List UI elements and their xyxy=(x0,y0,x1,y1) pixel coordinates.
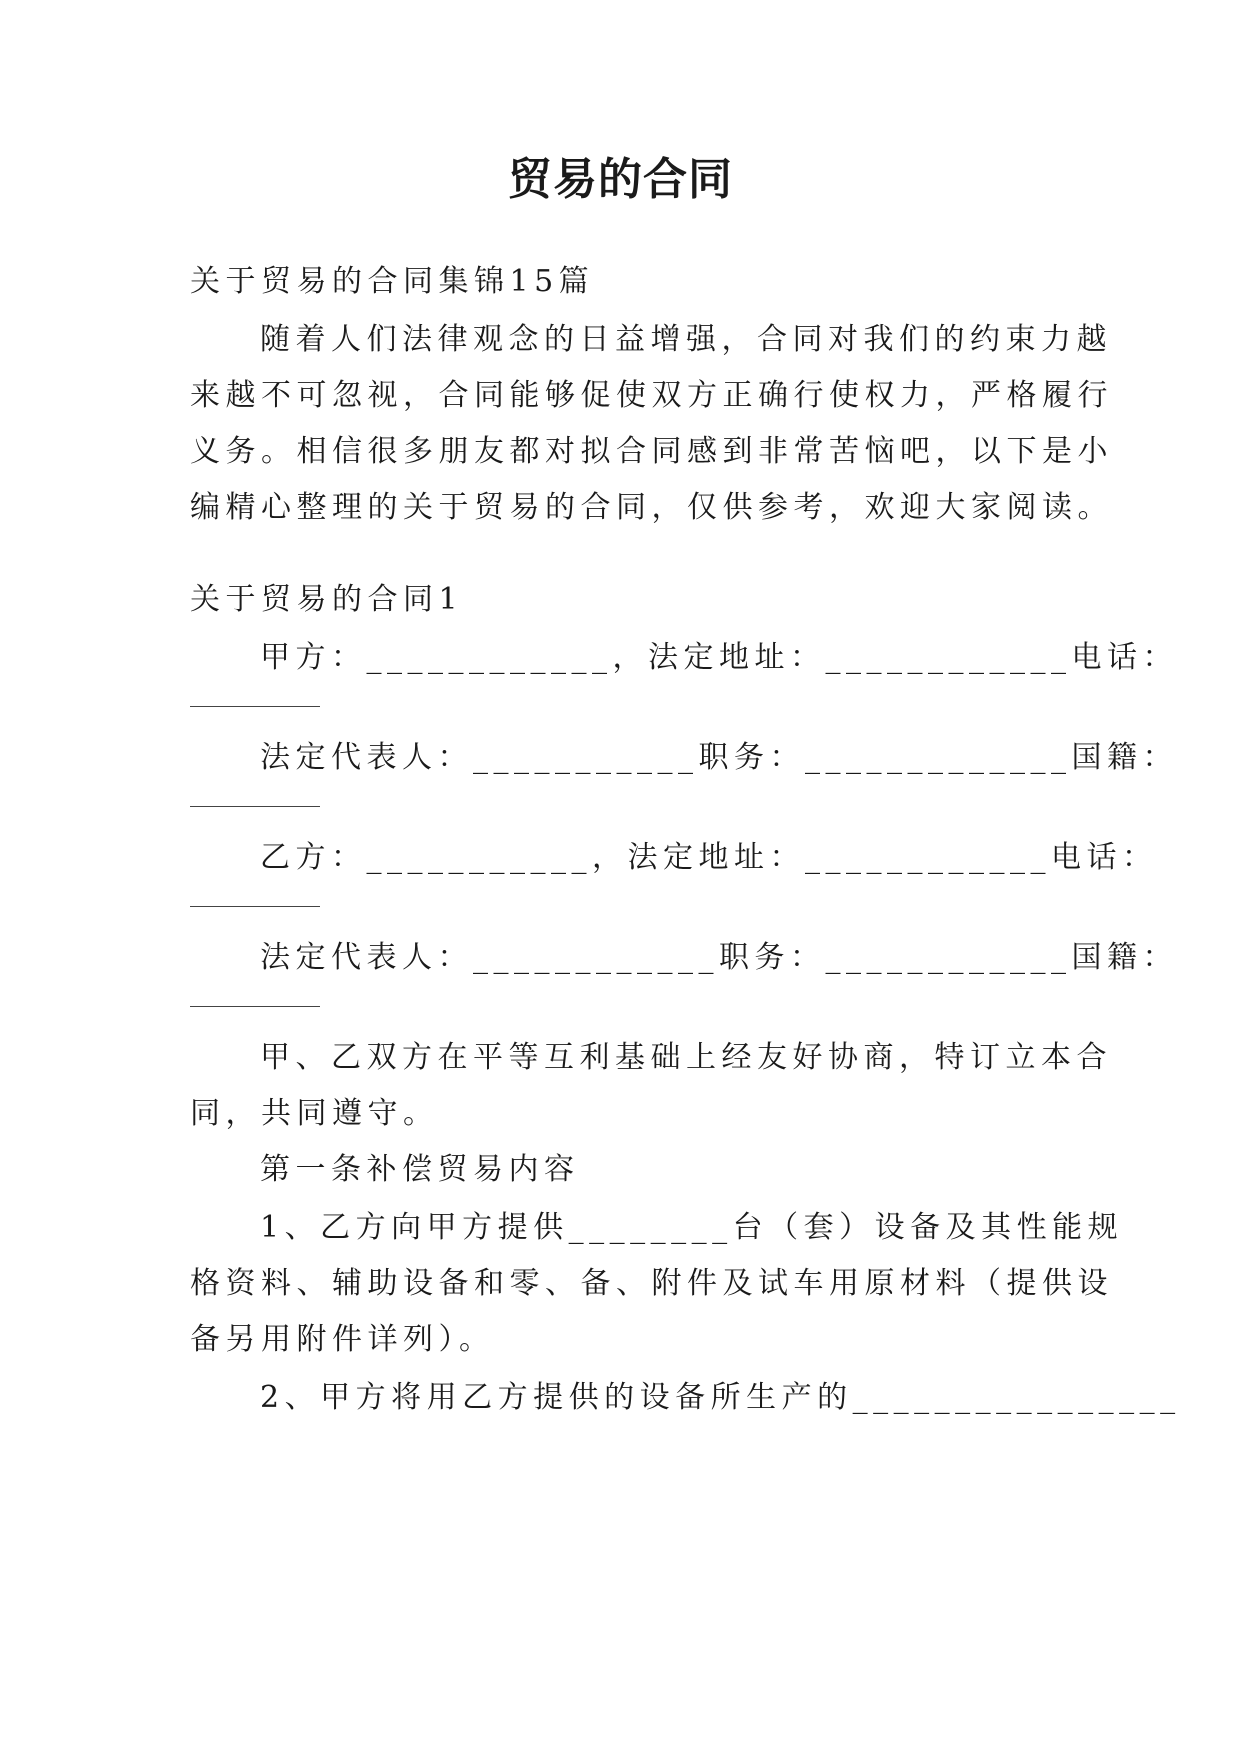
intro-line: 编精心整理的关于贸易的合同，仅供参考，欢迎大家阅读。 xyxy=(190,490,1113,525)
blank-underline xyxy=(190,1006,320,1007)
document-title: 贸易的合同 xyxy=(508,154,733,205)
party-a-representative-line: 法定代表人：___________职务：_____________国籍： xyxy=(260,740,1178,775)
party-a-line: 甲方：____________，法定地址：____________电话： xyxy=(260,640,1178,675)
agreement-line: 甲、乙双方在平等互利基础上经友好协商，特订立本合 xyxy=(260,1040,1112,1075)
article-heading: 第一条补偿贸易内容 xyxy=(260,1152,580,1187)
section-heading: 关于贸易的合同1 xyxy=(190,582,464,617)
blank-underline xyxy=(190,706,320,707)
blank-underline xyxy=(190,806,320,807)
intro-line: 随着人们法律观念的日益增强，合同对我们的约束力越 xyxy=(260,322,1112,357)
article-item-line: 2、甲方将用乙方提供的设备所生产的________________ xyxy=(260,1380,1181,1415)
blank-underline xyxy=(190,906,320,907)
intro-line: 义务。相信很多朋友都对拟合同感到非常苦恼吧，以下是小 xyxy=(190,434,1113,469)
party-b-line: 乙方：___________，法定地址：____________电话： xyxy=(260,840,1158,875)
article-item-line: 格资料、辅助设备和零、备、附件及试车用原材料（提供设 xyxy=(190,1266,1113,1301)
agreement-line: 同，共同遵守。 xyxy=(190,1096,439,1131)
article-item-line: 1、乙方向甲方提供________台（套）设备及其性能规 xyxy=(260,1210,1124,1245)
document-subtitle: 关于贸易的合同集锦15篇 xyxy=(190,264,595,299)
article-item-line: 备另用附件详列）。 xyxy=(190,1322,495,1357)
intro-line: 来越不可忽视，合同能够促使双方正确行使权力，严格履行 xyxy=(190,378,1113,413)
party-b-representative-line: 法定代表人：____________职务：____________国籍： xyxy=(260,940,1178,975)
